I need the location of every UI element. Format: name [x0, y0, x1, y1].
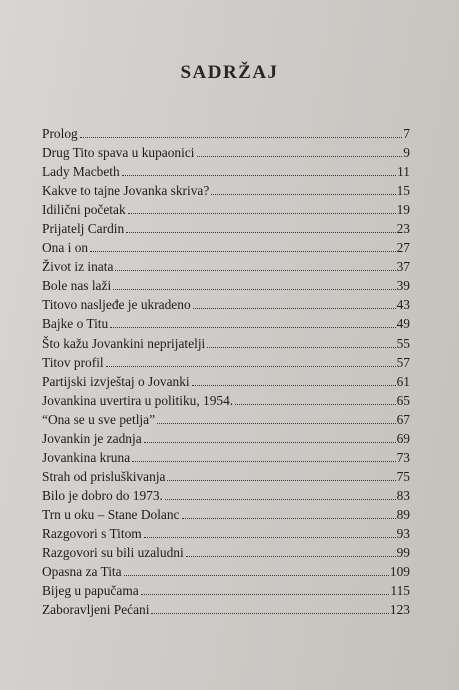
toc-entry — [42, 486, 410, 505]
toc-entry-title: Bole nas laži — [42, 278, 112, 294]
toc-entry — [42, 505, 410, 524]
toc-entry-title: Trn u oku – Stane Dolanc — [42, 506, 180, 522]
dot-leader — [90, 251, 395, 252]
toc-entry — [42, 562, 410, 581]
toc-entry-title: Što kažu Jovankini neprijatelji — [42, 335, 206, 351]
toc-entry-page-number: 57 — [396, 354, 410, 370]
toc-entry — [42, 257, 410, 276]
toc-entry-page-number: 27 — [396, 240, 410, 256]
toc-entry — [42, 238, 410, 257]
dot-leader — [165, 499, 396, 500]
toc-entry — [42, 295, 410, 314]
dot-leader — [110, 327, 395, 328]
toc-entry-page-number: 55 — [396, 335, 410, 351]
toc-entry-page-number: 73 — [396, 449, 410, 465]
dot-leader — [151, 613, 388, 614]
dot-leader — [167, 480, 395, 481]
toc-entry-page-number: 69 — [396, 430, 410, 446]
toc-entry-page-number: 7 — [403, 126, 410, 141]
toc-entry-title: Razgovori s Titom — [42, 525, 142, 541]
toc-entry-title: Strah od prisluškivanja — [42, 468, 166, 484]
toc-entry — [42, 314, 410, 333]
toc-entry-title: Bajke o Titu — [42, 316, 109, 332]
toc-entry-page-number: 109 — [389, 564, 410, 580]
toc-entry — [42, 448, 410, 467]
toc-entry-title: Kakve to tajne Jovanka skriva? — [42, 183, 210, 199]
toc-entry-title: Idilični početak — [42, 202, 126, 218]
toc-entry-title: Jovankin je zadnja — [42, 430, 142, 446]
toc-entry — [42, 391, 410, 410]
dot-leader — [193, 308, 396, 309]
toc-entry — [42, 429, 410, 448]
toc-entry — [42, 162, 410, 181]
toc-entry-title: Opasna za Tita — [42, 564, 122, 580]
toc-entry — [42, 219, 410, 238]
toc-entry-title: Prijatelj Cardin — [42, 221, 125, 237]
toc-entry-page-number: 15 — [396, 183, 410, 199]
toc-entry-title: Razgovori su bili uzaludni — [42, 545, 184, 561]
toc-entry-title: “Ona se u sve petlja” — [42, 411, 156, 427]
dot-leader — [80, 137, 403, 138]
dot-leader — [132, 461, 395, 462]
toc-entry-title: Bijeg u papučama — [42, 583, 139, 599]
dot-leader — [211, 194, 395, 195]
toc-entry-title: Bilo je dobro do 1973. — [42, 487, 163, 503]
toc-entry — [42, 372, 410, 391]
toc-entry-page-number: 9 — [403, 145, 410, 161]
toc-entry — [42, 124, 410, 143]
dot-leader — [144, 442, 396, 443]
toc-entry-title: Zaboravljeni Pećani — [42, 602, 150, 618]
toc-entry-title: Titovo nasljeđe je ukradeno — [42, 297, 191, 313]
table-of-contents — [42, 124, 410, 619]
dot-leader — [124, 575, 389, 576]
toc-entry-page-number: 93 — [396, 525, 410, 541]
toc-entry-page-number: 49 — [396, 316, 410, 332]
toc-entry — [42, 524, 410, 543]
dot-leader — [126, 232, 395, 233]
dot-leader — [235, 404, 395, 405]
toc-entry-page-number: 23 — [396, 221, 410, 237]
toc-entry-page-number: 43 — [396, 297, 410, 313]
toc-entry-title: Drug Tito spava u kupaonici — [42, 145, 195, 161]
toc-entry-title: Prolog — [42, 126, 78, 141]
toc-entry — [42, 143, 410, 162]
toc-entry-title: Partijski izvještaj o Jovanki — [42, 373, 190, 389]
toc-entry-title: Život iz inata — [42, 259, 114, 275]
toc-entry — [42, 276, 410, 295]
toc-entry-title: Jovankina uvertira u politiku, 1954. — [42, 392, 234, 408]
toc-entry-page-number: 67 — [396, 411, 410, 427]
toc-entry — [42, 543, 410, 562]
toc-entry — [42, 353, 410, 372]
toc-entry-page-number: 19 — [396, 202, 410, 218]
toc-entry — [42, 200, 410, 219]
toc-entry-page-number: 89 — [396, 506, 410, 522]
dot-leader — [115, 270, 395, 271]
toc-entry — [42, 600, 410, 619]
dot-leader — [113, 289, 395, 290]
dot-leader — [144, 537, 396, 538]
toc-entry-page-number: 37 — [396, 259, 410, 275]
toc-entry-page-number: 65 — [396, 392, 410, 408]
dot-leader — [106, 366, 396, 367]
toc-entry — [42, 581, 410, 600]
dot-leader — [182, 518, 396, 519]
dot-leader — [197, 156, 403, 157]
dot-leader — [128, 213, 396, 214]
toc-entry-title: Jovankina kruna — [42, 449, 131, 465]
toc-entry-page-number: 39 — [396, 278, 410, 294]
toc-entry-title: Titov profil — [42, 354, 104, 370]
toc-entry-title: Lady Macbeth — [42, 164, 120, 180]
dot-leader — [186, 556, 396, 557]
toc-entry — [42, 410, 410, 429]
toc-entry-page-number: 123 — [389, 602, 410, 618]
dot-leader — [207, 347, 395, 348]
dot-leader — [192, 385, 396, 386]
toc-entry-page-number: 11 — [397, 164, 410, 180]
toc-entry-page-number: 61 — [396, 373, 410, 389]
toc-entry — [42, 467, 410, 486]
toc-entry-page-number: 115 — [390, 583, 410, 599]
page-title: SADRŽAJ — [180, 62, 279, 83]
dot-leader — [122, 175, 396, 176]
dot-leader — [157, 423, 396, 424]
toc-entry-title: Ona i on — [42, 240, 89, 256]
toc-entry — [42, 334, 410, 353]
dot-leader — [141, 594, 390, 595]
toc-entry — [42, 181, 410, 200]
toc-entry-page-number: 99 — [396, 545, 410, 561]
toc-entry-page-number: 83 — [396, 487, 410, 503]
toc-entry-page-number: 75 — [396, 468, 410, 484]
